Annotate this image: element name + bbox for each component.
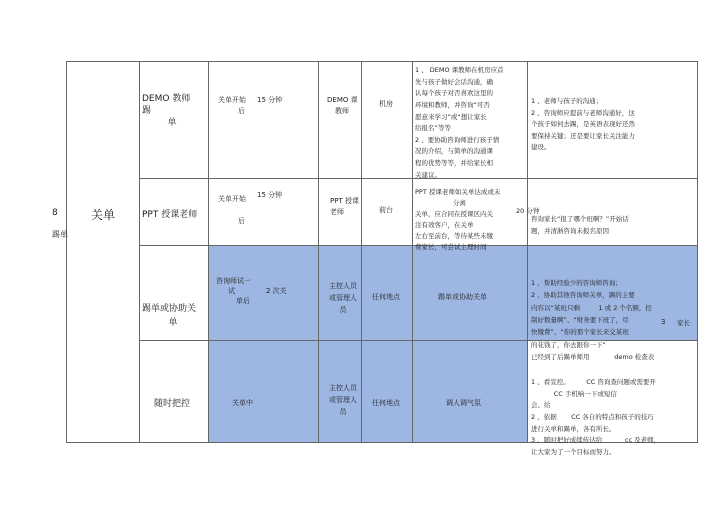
- row3-notes-side-number: 3: [661, 318, 666, 326]
- row1-notes: 1 、老师与孩子的沟通； 2 、咨询师应提前与老师沟通好，这 个孩子如何去踢，是英语表现好还然 要保持关键；还是要让家长关注能力 建设。: [531, 97, 635, 151]
- row3-notes: 1 、帮助经验少的咨询师咨询； 2 、协助其他咨询师关单，踢的主要 内容以“某班只剩 1 或 2 个名额，控 制好数量啊”、“财务要下班了，尽 快缴费”、“你的那个家长来交某班 的花钱了，你去跟你一下” 已经到了后踢单师用 demo 检查表: [531, 278, 655, 362]
- row3-content: 踢单或协助关单: [438, 293, 487, 301]
- row4-location: 任何地点: [372, 399, 400, 407]
- row4-content: 调人调气氛: [446, 399, 481, 407]
- section-name-vertical: 踢单: [52, 230, 68, 239]
- row2-duration: 15 分钟: [257, 191, 283, 199]
- row4-step: 随时把控: [154, 399, 191, 409]
- row1-step: DEMO 教师 踢 单: [142, 94, 191, 128]
- highlight-row4-content: [413, 341, 527, 442]
- row1-person: DEMO 课 教师: [327, 96, 358, 115]
- row2-person: PPT 授课 老师: [330, 197, 359, 216]
- row2-step: PPT 授课老师: [142, 210, 198, 220]
- row3-timing: 咨询师试一 试 单后: [216, 277, 251, 305]
- row2-notes: 咨询家长“报了哪个班啊？”开始话 题，并清淅咨询未报名原因: [531, 215, 629, 235]
- row1-duration: 15 分钟: [257, 96, 283, 104]
- row3-duration: 2 次关: [266, 287, 287, 295]
- row4-notes: 1 、看宣控。 CC 咨询查问题或需要开 CC 手机响一下或短信 会、给 2 、依据 CC 各自的特点和孩子的技巧 进行关单和踢单，各有所长。 3 、随时把好成续传达给 cc 及老师， 让大家为了一个目标而努力。: [531, 378, 661, 456]
- highlight-row4-timing: [209, 341, 318, 442]
- highlight-row4-location: [362, 341, 412, 442]
- row4-person: 主控人员 或管理人 员: [329, 384, 357, 416]
- row1-timing: 关单开始 后: [218, 96, 246, 115]
- section-number: 8: [52, 208, 58, 218]
- row3-person: 主控人员 或管理人 员: [329, 282, 357, 314]
- col-line-0: [66, 61, 67, 442]
- row3-notes-side-text: 家长: [677, 319, 690, 327]
- col-line-7: [697, 61, 698, 442]
- row3-step: 踢单或协助关 单: [142, 304, 197, 328]
- row2-location: 前台: [379, 206, 393, 214]
- col-line-1: [139, 61, 140, 442]
- row2-content: PPT 授课老师如关单达成或未 分离 关单，应合同在授课区内关 注有效客户，在关单 左右至前台，等待某些未缴 费家长，可尝试主理时间: [415, 188, 501, 251]
- section-title: 关单: [91, 208, 116, 222]
- row2-timing: 关单开始 后: [218, 195, 246, 225]
- table-border-top: [66, 61, 698, 62]
- row1-location: 机房: [379, 100, 393, 108]
- row3-location: 任何地点: [372, 293, 400, 301]
- row2-content-duration: 20 分钟: [516, 207, 540, 215]
- row1-content: 1 、 DEMO 课教师在机房应首 先与孩子做好会话沟通，确 认每个孩子对否喜欢这里的 环境和教师，并咨询“可否 愿意来学习”或“想让家长 给报名”等等 2 、要协助咨询师进行孩子情 况的介绍，与简单的沟通课 程的优势等等，并给家长相 关建议。: [415, 66, 504, 179]
- row4-timing: 关单中: [232, 399, 253, 407]
